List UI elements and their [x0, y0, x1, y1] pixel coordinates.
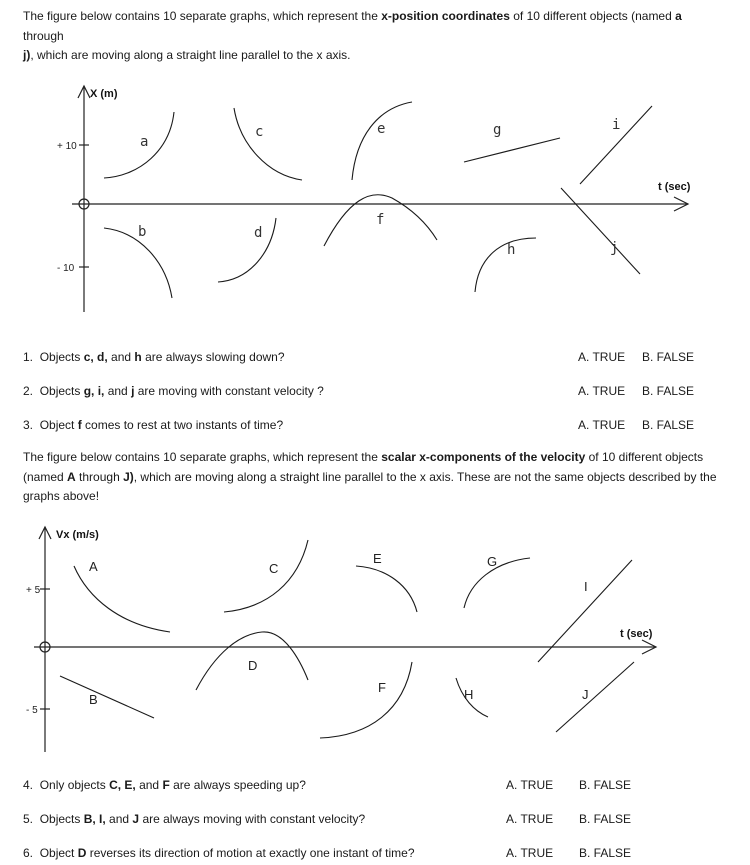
tick-label-pos: + 10	[57, 141, 77, 152]
q2-option-true[interactable]: A. TRUE	[578, 384, 626, 398]
curve-label-d: d	[254, 225, 263, 241]
curve-label-E: E	[373, 551, 382, 566]
curve-label-h: h	[507, 242, 516, 258]
q4-option-false[interactable]: B. FALSE	[579, 778, 632, 792]
q4-option-true[interactable]: A. TRUE	[506, 778, 554, 792]
curve-label-j: j	[610, 240, 619, 256]
intro-bold-term: scalar x-components of the velocity	[381, 450, 586, 464]
tick2-label-neg: - 5	[26, 705, 38, 716]
question-6: 6. Object D reverses its direction of motion at exactly one instant of time?	[23, 846, 415, 860]
curve-label-C: C	[269, 561, 279, 576]
curve-label-I: I	[584, 579, 588, 594]
intro-bold-term: x-position coordinates	[381, 9, 510, 23]
curve-label-H: H	[464, 687, 474, 702]
intro-bold-end: J)	[123, 469, 134, 484]
question-5: 5. Objects B, I, and J are always moving with constant velocity?	[23, 812, 366, 826]
curve-label-i: i	[612, 117, 621, 133]
q3-option-true[interactable]: A. TRUE	[578, 418, 626, 432]
intro-text: The figure below contains 10 separate graphs, which represent the	[23, 9, 382, 23]
curve-label-D: D	[248, 658, 258, 673]
curve-label-f: f	[376, 212, 385, 228]
intro-text: of 10 different objects (named	[23, 450, 704, 484]
question-4: 4. Only objects C, E, and F are always speeding up?	[23, 778, 306, 792]
q5-option-false[interactable]: B. FALSE	[579, 812, 632, 826]
intro-bold-end: j)	[23, 48, 31, 62]
curve-label-G: G	[487, 554, 498, 569]
curve-label-F: F	[378, 680, 386, 695]
curve-F	[320, 662, 412, 738]
question-1: 1. Objects c, d, and h are always slowing down?	[23, 350, 285, 364]
q1-option-true[interactable]: A. TRUE	[578, 350, 626, 364]
intro-text: of 10 different objects (named	[509, 9, 676, 23]
curve-label-a: a	[140, 134, 149, 150]
intro-text: The figure below contains 10 separate graphs, which represent the	[23, 450, 382, 464]
q2-option-false[interactable]: B. FALSE	[642, 384, 695, 398]
intro-bold-start: A	[67, 469, 76, 484]
curve-label-B: B	[89, 692, 98, 707]
curve-label-c: c	[255, 124, 264, 140]
t2-axis-label: t (sec)	[620, 628, 653, 640]
curve-J	[556, 662, 634, 732]
curve-label-g: g	[493, 122, 502, 138]
curve-E	[356, 566, 417, 612]
tick2-label-pos: + 5	[26, 585, 41, 596]
curve-label-e: e	[377, 121, 386, 137]
vx-axis-label: Vx (m/s)	[56, 529, 99, 541]
curve-A	[74, 566, 170, 632]
intro-text: through	[75, 469, 124, 484]
intro-text: , which are moving along a straight line parallel to the x axis. These are not the same objects described by the graphs above!	[23, 469, 717, 503]
y-axis-label: X (m)	[90, 88, 118, 100]
curve-label-A: A	[89, 559, 98, 574]
q6-option-true[interactable]: A. TRUE	[506, 846, 554, 860]
intro-bold-start: a	[675, 9, 682, 23]
q5-option-true[interactable]: A. TRUE	[506, 812, 554, 826]
q3-option-false[interactable]: B. FALSE	[642, 418, 695, 432]
intro-text: through	[23, 28, 64, 43]
q6-option-false[interactable]: B. FALSE	[579, 846, 632, 860]
question-2: 2. Objects g, i, and j are moving with constant velocity ?	[23, 384, 324, 398]
intro-text: , which are moving along a straight line parallel to the x axis.	[30, 48, 351, 62]
t-axis-label: t (sec)	[658, 181, 691, 193]
question-3: 3. Object f comes to rest at two instants of time?	[23, 418, 284, 432]
curve-label-J: J	[582, 687, 589, 702]
curve-label-b: b	[138, 224, 147, 240]
q1-option-false[interactable]: B. FALSE	[642, 350, 695, 364]
curve-C	[224, 540, 308, 612]
curve-B	[60, 676, 154, 718]
tick-label-neg: - 10	[57, 263, 75, 274]
